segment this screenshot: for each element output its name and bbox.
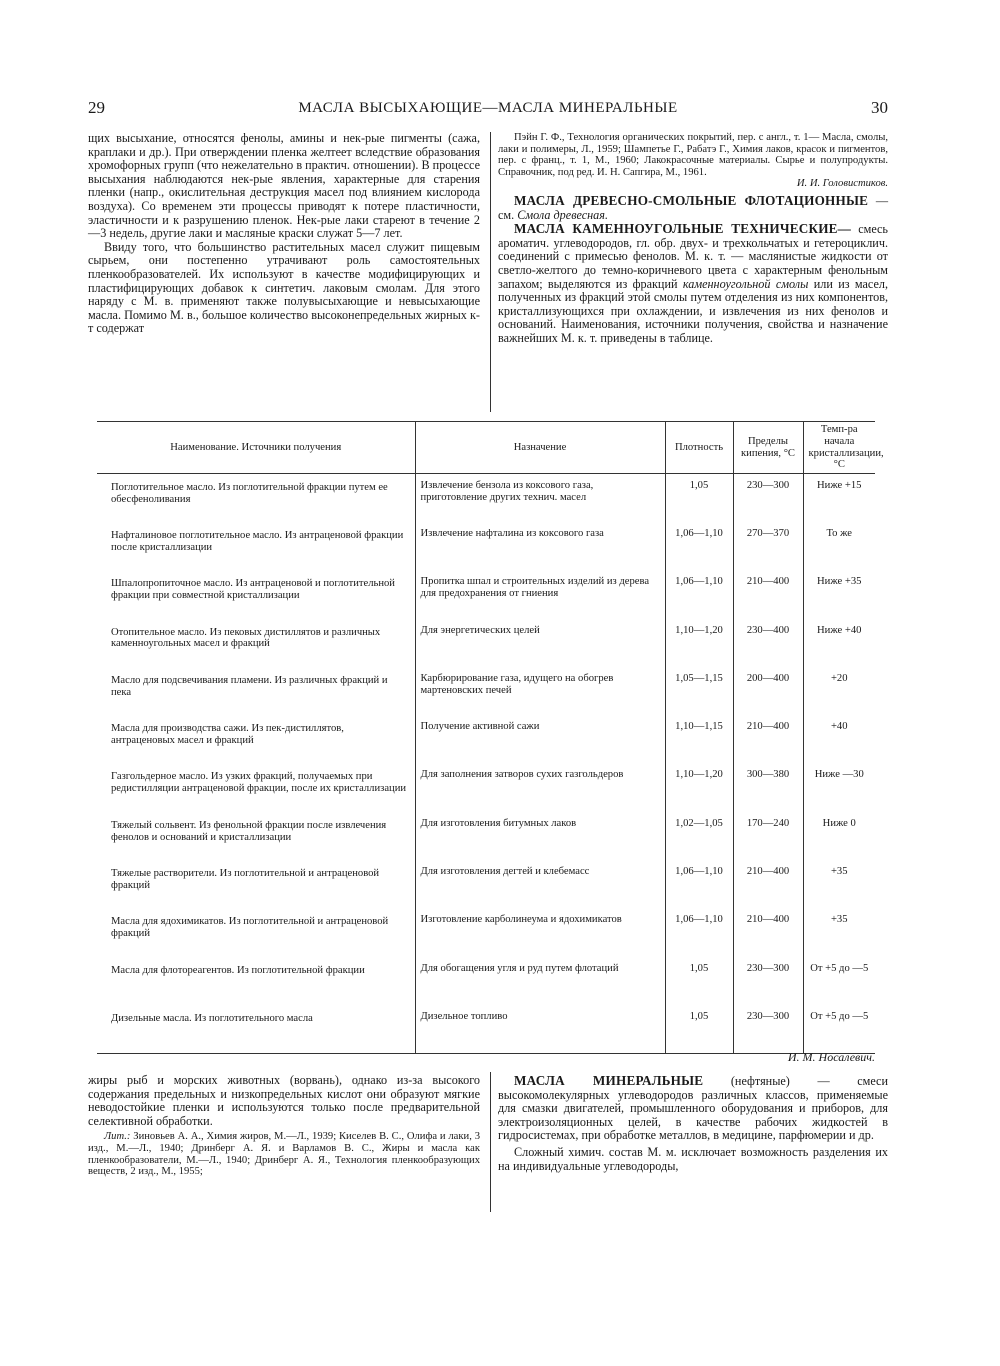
cell-crystallization: +35 [803,860,875,908]
column-header-name: Наименование. Источники получения [170,441,342,453]
cell-boiling: 270—370 [733,522,803,570]
page-header [88,98,888,122]
cell-boiling: 170—240 [733,812,803,860]
column-header-crystallization: Темп-ра начала кристаллизации, °С [803,422,875,474]
cell-crystallization: Ниже +15 [803,474,875,522]
cell-density: 1,06—1,10 [665,522,733,570]
running-title: МАСЛА ВЫСЫХАЮЩИЕ—МАСЛА МИНЕРАЛЬНЫЕ [298,100,678,116]
column-header-purpose: Назначение [415,422,665,474]
table-row [97,619,875,667]
cell-density: 1,02—1,05 [665,812,733,860]
cell-crystallization: +35 [803,908,875,956]
cell-name: Шпалопропиточное масло. Из антраценовой и поглотительной фракции при совместной кристаллизации [111,578,395,602]
cell-density: 1,05 [665,1005,733,1053]
see-also-prefix: — см. [498,193,888,222]
cell-purpose: Для заполнения затворов сухих газгольдеров [415,763,665,811]
cell-boiling: 230—300 [733,1005,803,1053]
cell-boiling: 300—380 [733,763,803,811]
table-row [97,1005,875,1053]
column-header-density: Плотность [665,422,733,474]
column-header-boiling: Пределы кипения, °С [733,422,803,474]
cell-density: 1,10—1,15 [665,715,733,763]
cell-density: 1,05—1,15 [665,667,733,715]
cell-purpose: Получение активной сажи [415,715,665,763]
literature-list: Зиновьев А. А., Химия жиров, М.—Л., 1939; Киселев В. С., Олифа и лаки, 3 изд., М.—Л., 1940; Дринберг А. Я. и Варламов В. С., Жиры и масла как пленкообразователи, М.—Л., 1940; Дринберг А. Я., Технология пленкообразующих веществ, 2 изд., М., 1955; [88,1131,480,1178]
cell-boiling: 200—400 [733,667,803,715]
table-row [97,812,875,860]
cell-crystallization: +20 [803,667,875,715]
cell-purpose: Карбюрирование газа, идущего на обогрев мартеновских печей [415,667,665,715]
cell-crystallization: То же [803,522,875,570]
entry-mineral-oils [498,1074,888,1143]
column-divider-top [490,132,491,412]
right-column-top [498,132,888,346]
table-row [97,763,875,811]
cell-purpose: Для изготовления дегтей и клебемасс [415,860,665,908]
cell-name: Масла для флотореагентов. Из поглотительной фракции [111,964,365,976]
entry-coal-tar-oils [498,222,888,345]
cell-name: Дизельные масла. Из поглотительного масла [111,1012,313,1024]
cell-crystallization: От +5 до —5 [803,1005,875,1053]
table-row [97,860,875,908]
table-row [97,715,875,763]
cell-density: 1,05 [665,957,733,1005]
see-also-link[interactable]: Смола древесная. [517,207,608,222]
entry-heading-flotation: МАСЛА ДРЕВЕСНО-СМОЛЬНЫЕ ФЛОТАЦИОННЫЕ [514,192,869,208]
coal-tar-oils-table [97,421,884,1054]
cell-density: 1,10—1,20 [665,619,733,667]
entry-flotation-oils [498,194,888,222]
cell-boiling: 210—400 [733,715,803,763]
cell-name: Тяжелый сольвент. Из фенольной фракции после извлечения фенолов и оснований и кристаллизации [111,819,387,843]
cell-purpose: Изготовление карболинеума и ядохимикатов [415,908,665,956]
cell-purpose: Для изготовления битумных лаков [415,812,665,860]
cell-name: Нафталиновое поглотительное масло. Из антраценовой фракции после кристаллизации [111,529,404,553]
table-row [97,957,875,1005]
coal-tar-resin-term: каменноугольной смолы [682,276,809,291]
column-divider-bottom [490,1072,491,1212]
page-number-left: 29 [88,98,105,117]
entry-text-coal-tar-2: или из масел, полученных из фракций этой смолы путем отделения из них компонентов, кристаллизующихся при охлаждении, и извлечения из них фенолов и оснований. Наименования, источники получения, свойства и назначение важнейших М. к. т. приведены в таблице. [498,276,888,345]
literature-label: Лит.: [104,1131,131,1143]
cell-density: 1,06—1,10 [665,570,733,618]
paragraph-vegetable-oils: Ввиду того, что большинство растительных масел служит пищевым сырьем, они постепенно утрачивают роль самостоятельных пленкообразователей. Их используют в качестве модифицирующих и пластифицирующих добавок к синтетич. лаковым смолам. Для этого наряду с М. в. применяют также полувысыхающие и невысыхающие масла. Помимо М. в., большое количество высоконепредельных жирных к-т содержат [88,239,480,336]
entry-heading-coal-tar: МАСЛА КАМЕННОУГОЛЬНЫЕ ТЕХНИЧЕСКИЕ— [514,221,852,237]
table-row [97,570,875,618]
cell-density: 1,10—1,20 [665,763,733,811]
cell-crystallization: Ниже +35 [803,570,875,618]
cell-name: Масло для подсвечивания пламени. Из различных фракций и пека [111,674,388,698]
cell-crystallization: Ниже —30 [803,763,875,811]
paragraph-mineral-composition: Сложный химич. состав М. м. исключает возможность разделения их на индивидуальные углеводороды, [498,1144,888,1173]
cell-crystallization: +40 [803,715,875,763]
literature-paragraph [88,1131,480,1177]
cell-name: Тяжелые растворители. Из поглотительной и антраценовой фракций [111,868,380,891]
entry-text-mineral: (нефтяные) — смеси высокомолекулярных углеводородов различных классов, применяемые для смазки двигателей, промышленного оборудования и приборов, для электроизоляционных целей, в качестве рабочих жидкостей в гидросистемах, при обработке металлов, в медицине, парфюмерии и др. [498,1074,888,1143]
cell-purpose: Для энергетических целей [415,619,665,667]
table-row [97,908,875,956]
references-paragraph: Пэйн Г. Ф., Технология органических покрытий, пер. с англ., т. 1— Масла, смолы, лаки и полимеры, Л., 1959; Шампетье Г., Рабатэ Г., Химия лаков, красок и пигментов, пер. с франц., т. 1, М., 1960; Лакокрасочные материалы. Сырье и полупродукты. Справочник, под ред. И. Н. Сапгира, М., 1961. [498,132,888,178]
cell-density: 1,05 [665,474,733,522]
cell-purpose: Дизельное топливо [415,1005,665,1053]
entry-heading-mineral: МАСЛА МИНЕРАЛЬНЫЕ [514,1073,704,1088]
cell-name: Отопительное масло. Из пековых дистиллятов и различных каменноугольных масел и фракций [111,626,381,650]
table-header-row [97,422,875,474]
table-row [97,522,875,570]
entry-text-coal-tar-1: смесь ароматич. углеводородов, гл. обр. двух- и трехкольчатых и гетероциклич. соединений с примесью фенолов. М. к. т. — маслянистые жидкости от светло-желтого до темно-коричневого цвета с характерным фенольным запахом; выделяются из фракций [498,222,888,291]
cell-boiling: 210—400 [733,570,803,618]
left-column-top [88,132,480,336]
cell-boiling: 230—300 [733,957,803,1005]
paragraph-drying-process: щих высыхание, относятся фенолы, амины и нек-рые пигменты (сажа, краплаки и др.). При отверждении пленка желтеет вследствие образования хромофорных групп (что нежелательно в практич. отношении). В процессе высыхания наблюдаются нек-рые явления, характерные для старения пленки (напр., окислительная деструкция масел под влиянием кислорода воздуха). Со временем эти процессы приводят к потере пластичности, эластичности и к разрушению пленок. Нек-рые лаки стареют в течение 2—3 недель, другие лаки и масляные краски служат 5—7 лет. [88,131,480,241]
cell-purpose: Извлечение бензола из коксового газа, приготовление других технич. масел [415,474,665,522]
author-signature-nosalevich: И. М. Носалевич. [787,1050,875,1064]
cell-name: Поглотительное масло. Из поглотительной фракции путем ее обесфеноливания [111,482,388,505]
cell-density: 1,06—1,10 [665,860,733,908]
cell-crystallization: От +5 до —5 [803,957,875,1005]
cell-boiling: 230—400 [733,619,803,667]
page-number-right: 30 [871,98,888,117]
right-column-bottom [498,1074,888,1173]
cell-name: Масла для производства сажи. Из пек-дистиллятов, антраценовых масел и фракций [111,723,344,746]
paragraph-fish-oils: жиры рыб и морских животных (ворвань), однако из-за высокого содержания предельных и низкопредельных кислот они образуют мягкие неводостойкие пленки и используются только после предварительной селективной обработки. [88,1073,480,1128]
cell-purpose: Для обогащения угля и руд путем флотаций [415,957,665,1005]
cell-boiling: 230—300 [733,474,803,522]
cell-name: Масла для ядохимикатов. Из поглотительной и антраценовой фракций [111,916,389,940]
cell-crystallization: Ниже 0 [803,812,875,860]
cell-purpose: Пропитка шпал и строительных изделий из дерева для предохранения от гниения [415,570,665,618]
cell-boiling: 210—400 [733,908,803,956]
table-row [97,474,875,522]
cell-boiling: 210—400 [733,860,803,908]
cell-crystallization: Ниже +40 [803,619,875,667]
cell-density: 1,06—1,10 [665,908,733,956]
author-signature-golovistikov: И. И. Головистиков. [796,178,888,190]
cell-purpose: Извлечение нафталина из коксового газа [415,522,665,570]
table-row [97,667,875,715]
cell-name: Газгольдерное масло. Из узких фракций, получаемых при редистилляции антраценовой фракции, после их кристаллизации [111,771,407,795]
left-column-bottom [88,1074,480,1178]
